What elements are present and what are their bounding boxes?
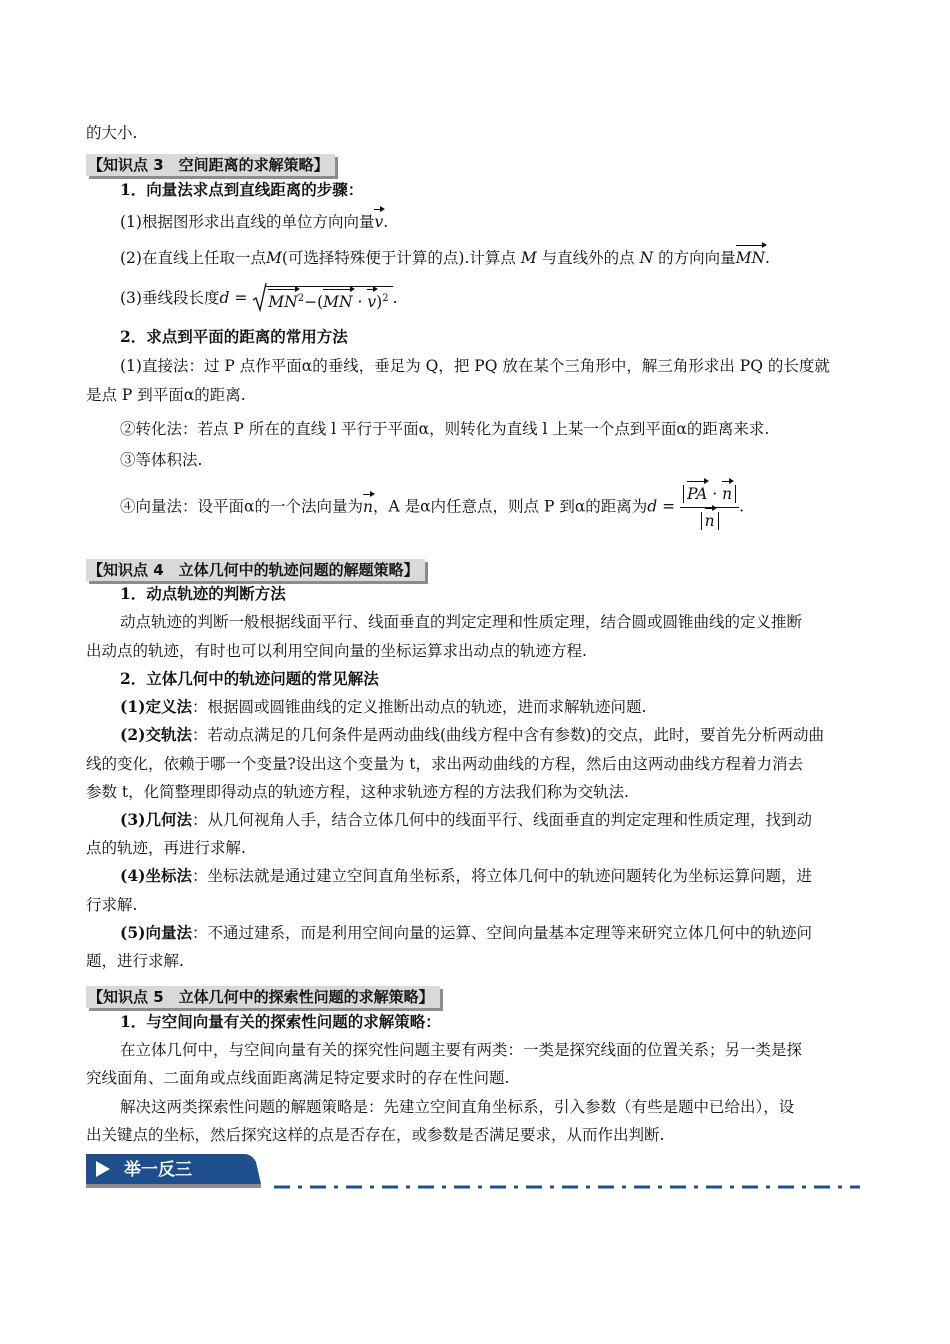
radical-sign-icon xyxy=(252,282,268,312)
kp3-s1-line3: (3)垂线段长度d = $MN^2-(MN \cdot v)^2$ . xyxy=(120,286,398,312)
kp3-s2-line4: ④向量法：设平面α的一个法向量为n，A 是α内任意点，则点 P 到α的距离为d = $\frac{PA \cdot n}{n}$ . xyxy=(120,485,745,530)
kp4-method5: (5)向量法：不通过建系，而是利用空间向量的运算、空间向量基本定理等来研究立体几何中的轨迹问 xyxy=(120,923,812,942)
kp3-s2-line3: ③等体积法. xyxy=(120,451,203,469)
kp4-method4: (4)坐标法：坐标法就是通过建立空间直角坐标系，将立体几何中的轨迹问题转化为坐标运算问题，进 xyxy=(120,866,812,885)
kp4-method1: (1)定义法：根据圆或圆锥曲线的定义推断出动点的轨迹，进而求解轨迹问题. xyxy=(120,697,647,716)
kp4-method2-line3: 参数 t，化简整理即得动点的轨迹方程，这种求轨迹方程的方法我们称为交轨法. xyxy=(86,783,630,801)
kp5-header: 【知识点 5 立体几何中的探索性问题的求解策略】 xyxy=(86,986,440,1008)
kp4-s1-line2: 出动点的轨迹，有时也可以利用空间向量的坐标运算求出动点的轨迹方程. xyxy=(86,642,587,660)
kp4-method3-line2: 点的轨迹，再进行求解. xyxy=(86,839,246,857)
kp3-s2-title: 2．求点到平面的距离的常用方法 xyxy=(120,327,348,346)
kp5-line4: 出关键点的坐标，然后探究这样的点是否存在，或参数是否满足要求，从而作出判断. xyxy=(86,1126,665,1144)
vector-mn: MN xyxy=(735,249,766,267)
kp3-s2-line1: (1)直接法：过 P 点作平面α的垂线，垂足为 Q，把 PQ 放在某个三角形中，解三角形求出 PQ 的长度就 xyxy=(120,357,830,375)
distance-fraction: $\frac{PA \cdot n}{n}$ xyxy=(680,484,739,531)
kp5-line2: 究线面角、二面角或点线面距离满足特定要求时的存在性问题. xyxy=(86,1069,510,1087)
intro-tail: 的大小. xyxy=(86,124,138,142)
kp3-s1-line2: (2)在直线上任取一点M(可选择特殊便于计算的点).计算点 M 与直线外的点 N 的方向向量MN. xyxy=(120,249,770,267)
dash-dot-divider xyxy=(274,1185,860,1189)
section-banner xyxy=(86,1154,261,1188)
kp4-method5-line2: 题，进行求解. xyxy=(86,952,184,970)
kp4-method2-line2: 线的变化，依赖于哪一个变量?设出这个变量为 t，求出两动曲线的方程，然后由这两动曲线方程着力消去 xyxy=(86,755,803,773)
kp3-s1-title: 1．向量法求点到直线距离的步骤： xyxy=(120,180,364,199)
kp3-s1-line1: (1)根据图形求出直线的单位方向向量v. xyxy=(120,213,389,231)
kp4-method2: (2)交轨法：若动点满足的几何条件是两动曲线(曲线方程中含有参数)的交点，此时，要首先分析两动曲 xyxy=(120,725,825,744)
kp4-method4-line2: 行求解. xyxy=(86,896,138,914)
vector-v: v xyxy=(374,213,384,231)
kp4-s1-title: 1．动点轨迹的判断方法 xyxy=(120,584,286,603)
banner-label: 举一反三 xyxy=(124,1160,192,1180)
sqrt-formula: $MN^2-(MN \cdot v)^2$ xyxy=(252,286,392,312)
kp4-method3: (3)几何法：从几何视角人手，结合立体几何中的线面平行、线面垂直的判定定理和性质定理，找到动 xyxy=(120,810,812,829)
kp3-header: 【知识点 3 空间距离的求解策略】 xyxy=(86,154,335,176)
kp4-s2-title: 2．立体几何中的轨迹问题的常见解法 xyxy=(120,669,379,688)
kp5-line3: 解决这两类探索性问题的解题策略是：先建立空间直角坐标系，引入参数（有些是题中已给出），设 xyxy=(120,1098,795,1116)
kp5-s1-title: 1．与空间向量有关的探索性问题的求解策略： xyxy=(120,1012,441,1031)
kp5-line1: 在立体几何中，与空间向量有关的探究性问题主要有两类：一类是探究线面的位置关系；另一类是探 xyxy=(120,1041,803,1059)
kp3-s2-line2: ②转化法：若点 P 所在的直线 l 平行于平面α，则转化为直线 l 上某一个点到平面α的距离来求. xyxy=(120,420,770,438)
kp4-s1-line1: 动点轨迹的判断一般根据线面平行、线面垂直的判定定理和性质定理，结合圆或圆锥曲线的定义推断 xyxy=(120,613,803,631)
kp4-header: 【知识点 4 立体几何中的轨迹问题的解题策略】 xyxy=(86,559,425,581)
kp3-s2-line1b: 是点 P 到平面α的距离. xyxy=(86,386,246,404)
